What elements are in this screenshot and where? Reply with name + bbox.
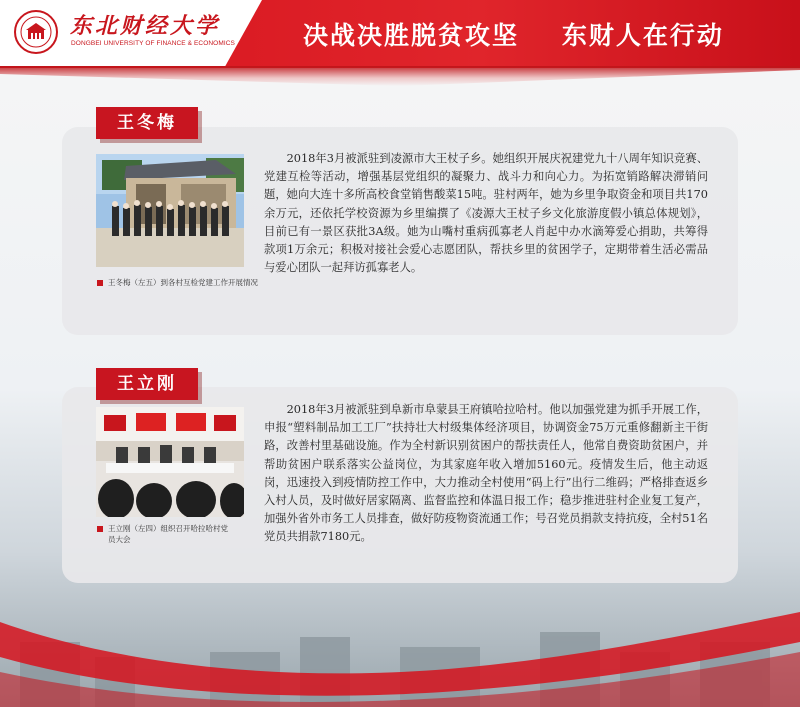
photo-1 (96, 154, 244, 267)
university-name-en: DONGBEI UNIVERSITY OF FINANCE & ECONOMICS (71, 40, 235, 47)
caption-bullet-icon (97, 526, 103, 532)
university-name-cn: 东北财经大学 (70, 13, 221, 39)
header-swoosh (0, 66, 800, 86)
photo-caption-2: 王立刚（左四）组织召开哈拉哈村党员大会 (108, 524, 228, 544)
caption-bullet-icon (97, 280, 103, 286)
photo-2 (96, 407, 244, 517)
page-title: 决战决胜脱贫攻坚 东财人在行动 (303, 21, 724, 50)
photo-caption-1: 王冬梅（左五）到各村互检党建工作开展情况 (108, 278, 258, 287)
profile-body-2: 2018年3月被派驻到阜新市阜蒙县王府镇哈拉哈村。他以加强党建为抓手开展工作，申报“塑料制品加工工厂”扶持壮大村级集体经济项目，协调资金75万元重修翻新主干街路，改善村里基础设施。作为全村新识别贫困户的帮扶责任人，他常自费资助贫困户，并帮助贫困户联系落实公益岗位，为其家庭年收入增加5160元。疫情发生后，他主动返岗，迅速投入到疫情防控工作中，大力推动全村使用“码上行”出行二维码；严格排查返乡入村人员，及时做好居家隔离、监督监控和体温日报工作；稳步推进驻村企业复工复产，加强外省外市务工人员排查，做好防疫物资流通工作；号召党员捐款支持抗疫，全村51名党员共捐款7180元。 (264, 403, 708, 544)
name-tag-2: 王立刚 (96, 368, 198, 400)
university-seal-icon (13, 9, 59, 55)
profile-body-1: 2018年3月被派驻到凌源市大王杖子乡。她组织开展庆祝建党九十八周年知识竞赛、党建互检等活动，增强基层党组织的凝聚力、战斗力和向心力。为拓宽销路解决滞销问题，她向大连十多所高校食堂销售酸菜15吨。驻村两年，她为乡里争取资金和项目共170余万元，还依托学校资源为乡里编撰了《凌源大王杖子乡文化旅游度假小镇总体规划》，目前已有一景区获批3A级。她为山嘴村重病孤寡老人肖起中办水滴筹爱心捐助，共筹得款项1万余元；积极对接社会爱心志愿团队，帮扶乡里的贫困学子，定期带着生活必需品与爱心团队一起拜访孤寡老人。 (264, 152, 708, 275)
name-tag-1: 王冬梅 (96, 107, 198, 139)
decorative-red-wave (0, 612, 800, 707)
